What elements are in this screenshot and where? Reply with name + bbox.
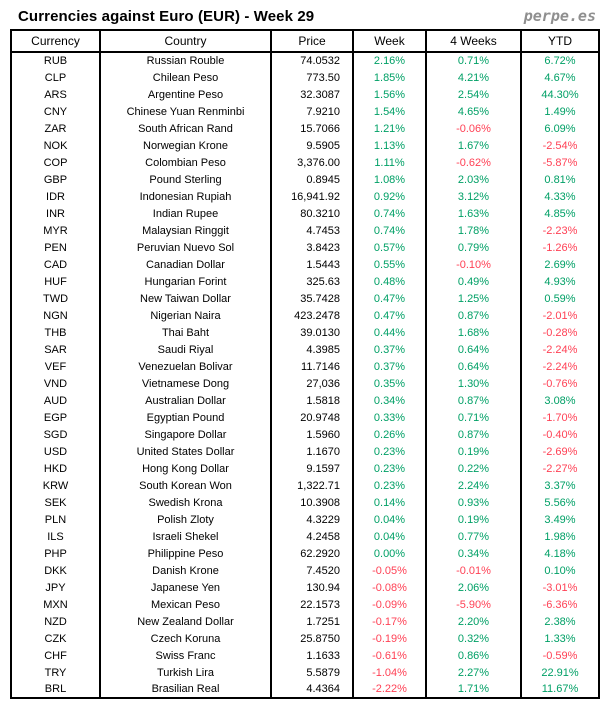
cell-4weeks: 1.78% <box>426 222 521 239</box>
header-row <box>11 30 599 52</box>
cell-country: South Korean Won <box>100 477 271 494</box>
table-row <box>11 494 599 511</box>
cell-country: Colombian Peso <box>100 154 271 171</box>
cell-country: Swedish Krona <box>100 494 271 511</box>
cell-4weeks: 1.63% <box>426 205 521 222</box>
table-row <box>11 307 599 324</box>
cell-currency-code: KRW <box>11 477 100 494</box>
cell-price: 3.8423 <box>271 239 353 256</box>
cell-currency-code: JPY <box>11 579 100 596</box>
cell-price: 25.8750 <box>271 630 353 647</box>
cell-4weeks: 3.12% <box>426 188 521 205</box>
cell-country: Egyptian Pound <box>100 409 271 426</box>
cell-4weeks: 0.77% <box>426 528 521 545</box>
cell-country: Singapore Dollar <box>100 426 271 443</box>
cell-4weeks: 0.87% <box>426 392 521 409</box>
cell-ytd: -2.27% <box>521 460 599 477</box>
table-row <box>11 273 599 290</box>
table-row <box>11 613 599 630</box>
cell-week: 1.13% <box>353 137 426 154</box>
table-row <box>11 86 599 103</box>
cell-country: Norwegian Krone <box>100 137 271 154</box>
cell-price: 4.7453 <box>271 222 353 239</box>
cell-week: 0.23% <box>353 477 426 494</box>
cell-4weeks: -5.90% <box>426 596 521 613</box>
cell-week: -1.04% <box>353 664 426 681</box>
cell-ytd: 3.08% <box>521 392 599 409</box>
cell-ytd: 4.33% <box>521 188 599 205</box>
cell-4weeks: 2.24% <box>426 477 521 494</box>
cell-country: Chinese Yuan Renminbi <box>100 103 271 120</box>
cell-currency-code: VND <box>11 375 100 392</box>
page-title: Currencies against Euro (EUR) - Week 29 <box>18 8 315 25</box>
cell-week: 0.04% <box>353 511 426 528</box>
cell-currency-code: COP <box>11 154 100 171</box>
cell-currency-code: TRY <box>11 664 100 681</box>
cell-country: Brasilian Real <box>100 681 271 698</box>
cell-ytd: 44.30% <box>521 86 599 103</box>
cell-country: Argentine Peso <box>100 86 271 103</box>
cell-4weeks: 0.49% <box>426 273 521 290</box>
cell-currency-code: SGD <box>11 426 100 443</box>
cell-4weeks: 1.67% <box>426 137 521 154</box>
cell-ytd: 1.49% <box>521 103 599 120</box>
cell-week: -0.19% <box>353 630 426 647</box>
cell-price: 20.9748 <box>271 409 353 426</box>
report-header <box>0 0 604 29</box>
cell-currency-code: INR <box>11 205 100 222</box>
cell-ytd: 4.67% <box>521 69 599 86</box>
cell-price: 4.3985 <box>271 341 353 358</box>
cell-price: 4.3229 <box>271 511 353 528</box>
cell-4weeks: 0.19% <box>426 511 521 528</box>
brand-logo: perpe.es <box>523 7 596 25</box>
cell-4weeks: 4.65% <box>426 103 521 120</box>
cell-currency-code: CLP <box>11 69 100 86</box>
cell-4weeks: 0.32% <box>426 630 521 647</box>
cell-currency-code: PLN <box>11 511 100 528</box>
cell-ytd: -2.01% <box>521 307 599 324</box>
cell-ytd: 4.18% <box>521 545 599 562</box>
cell-week: 0.37% <box>353 341 426 358</box>
cell-week: 1.11% <box>353 154 426 171</box>
cell-currency-code: CAD <box>11 256 100 273</box>
cell-week: 0.74% <box>353 205 426 222</box>
table-row <box>11 392 599 409</box>
cell-price: 325.63 <box>271 273 353 290</box>
cell-4weeks: 0.86% <box>426 647 521 664</box>
cell-currency-code: NZD <box>11 613 100 630</box>
table-row <box>11 596 599 613</box>
table-row <box>11 477 599 494</box>
cell-currency-code: USD <box>11 443 100 460</box>
cell-week: 0.47% <box>353 307 426 324</box>
cell-week: 0.00% <box>353 545 426 562</box>
column-header-ytd: YTD <box>521 30 599 52</box>
cell-currency-code: ZAR <box>11 120 100 137</box>
cell-week: 1.21% <box>353 120 426 137</box>
table-row <box>11 511 599 528</box>
cell-price: 5.5879 <box>271 664 353 681</box>
cell-ytd: 11.67% <box>521 681 599 698</box>
cell-week: 0.33% <box>353 409 426 426</box>
cell-country: Thai Baht <box>100 324 271 341</box>
cell-country: Polish Zloty <box>100 511 271 528</box>
table-row <box>11 52 599 69</box>
table-row <box>11 239 599 256</box>
cell-currency-code: SEK <box>11 494 100 511</box>
cell-4weeks: 2.03% <box>426 171 521 188</box>
cell-ytd: -0.28% <box>521 324 599 341</box>
cell-ytd: -2.69% <box>521 443 599 460</box>
cell-week: 0.35% <box>353 375 426 392</box>
cell-ytd: 4.93% <box>521 273 599 290</box>
cell-price: 35.7428 <box>271 290 353 307</box>
cell-4weeks: 4.21% <box>426 69 521 86</box>
cell-price: 423.2478 <box>271 307 353 324</box>
cell-4weeks: -0.06% <box>426 120 521 137</box>
cell-week: 0.55% <box>353 256 426 273</box>
cell-4weeks: 2.06% <box>426 579 521 596</box>
cell-week: 0.23% <box>353 443 426 460</box>
cell-country: Swiss Franc <box>100 647 271 664</box>
cell-price: 74.0532 <box>271 52 353 69</box>
cell-country: Peruvian Nuevo Sol <box>100 239 271 256</box>
cell-week: 2.16% <box>353 52 426 69</box>
cell-week: 0.26% <box>353 426 426 443</box>
cell-price: 15.7066 <box>271 120 353 137</box>
cell-currency-code: RUB <box>11 52 100 69</box>
cell-country: Turkish Lira <box>100 664 271 681</box>
cell-currency-code: CZK <box>11 630 100 647</box>
table-row <box>11 154 599 171</box>
column-header-week: Week <box>353 30 426 52</box>
cell-currency-code: TWD <box>11 290 100 307</box>
cell-price: 1.5443 <box>271 256 353 273</box>
cell-currency-code: THB <box>11 324 100 341</box>
cell-week: -0.61% <box>353 647 426 664</box>
cell-price: 9.5905 <box>271 137 353 154</box>
cell-country: Canadian Dollar <box>100 256 271 273</box>
cell-4weeks: 0.87% <box>426 307 521 324</box>
cell-4weeks: 0.19% <box>426 443 521 460</box>
table-row <box>11 375 599 392</box>
table-body <box>11 52 599 698</box>
cell-country: Vietnamese Dong <box>100 375 271 392</box>
cell-ytd: -1.26% <box>521 239 599 256</box>
table-row <box>11 409 599 426</box>
cell-currency-code: CHF <box>11 647 100 664</box>
table-row <box>11 528 599 545</box>
cell-ytd: -0.76% <box>521 375 599 392</box>
cell-currency-code: PEN <box>11 239 100 256</box>
cell-ytd: -0.40% <box>521 426 599 443</box>
cell-price: 39.0130 <box>271 324 353 341</box>
cell-4weeks: 0.87% <box>426 426 521 443</box>
cell-price: 80.3210 <box>271 205 353 222</box>
cell-4weeks: 0.71% <box>426 409 521 426</box>
cell-country: Philippine Peso <box>100 545 271 562</box>
cell-price: 3,376.00 <box>271 154 353 171</box>
cell-ytd: 2.38% <box>521 613 599 630</box>
cell-ytd: -5.87% <box>521 154 599 171</box>
cell-4weeks: 0.22% <box>426 460 521 477</box>
cell-ytd: -1.70% <box>521 409 599 426</box>
table-row <box>11 341 599 358</box>
cell-currency-code: ILS <box>11 528 100 545</box>
cell-4weeks: 2.20% <box>426 613 521 630</box>
cell-country: Hungarian Forint <box>100 273 271 290</box>
cell-currency-code: ARS <box>11 86 100 103</box>
table-row <box>11 562 599 579</box>
cell-week: 0.37% <box>353 358 426 375</box>
cell-week: -2.22% <box>353 681 426 698</box>
cell-ytd: 2.69% <box>521 256 599 273</box>
cell-4weeks: 0.93% <box>426 494 521 511</box>
cell-country: Indian Rupee <box>100 205 271 222</box>
cell-ytd: 0.10% <box>521 562 599 579</box>
cell-country: Mexican Peso <box>100 596 271 613</box>
cell-week: 1.54% <box>353 103 426 120</box>
table-row <box>11 681 599 698</box>
cell-price: 1.1633 <box>271 647 353 664</box>
cell-country: Pound Sterling <box>100 171 271 188</box>
cell-currency-code: CNY <box>11 103 100 120</box>
cell-country: Australian Dollar <box>100 392 271 409</box>
cell-week: 1.56% <box>353 86 426 103</box>
cell-week: -0.08% <box>353 579 426 596</box>
cell-week: 1.08% <box>353 171 426 188</box>
cell-price: 10.3908 <box>271 494 353 511</box>
cell-country: Saudi Riyal <box>100 341 271 358</box>
cell-country: Malaysian Ringgit <box>100 222 271 239</box>
cell-4weeks: 2.27% <box>426 664 521 681</box>
cell-country: South African Rand <box>100 120 271 137</box>
currency-table-header <box>11 30 599 52</box>
cell-ytd: -2.24% <box>521 358 599 375</box>
cell-country: United States Dollar <box>100 443 271 460</box>
column-header-price: Price <box>271 30 353 52</box>
table-row <box>11 647 599 664</box>
cell-4weeks: 1.25% <box>426 290 521 307</box>
cell-country: Chilean Peso <box>100 69 271 86</box>
cell-currency-code: MYR <box>11 222 100 239</box>
cell-price: 4.2458 <box>271 528 353 545</box>
table-row <box>11 630 599 647</box>
cell-ytd: 3.37% <box>521 477 599 494</box>
cell-week: 0.47% <box>353 290 426 307</box>
cell-ytd: 6.09% <box>521 120 599 137</box>
cell-ytd: -2.54% <box>521 137 599 154</box>
table-row <box>11 579 599 596</box>
table-row <box>11 103 599 120</box>
cell-4weeks: 0.71% <box>426 52 521 69</box>
cell-currency-code: PHP <box>11 545 100 562</box>
cell-ytd: 6.72% <box>521 52 599 69</box>
cell-currency-code: HUF <box>11 273 100 290</box>
table-row <box>11 324 599 341</box>
cell-price: 130.94 <box>271 579 353 596</box>
cell-country: Israeli Shekel <box>100 528 271 545</box>
column-header-country: Country <box>100 30 271 52</box>
table-row <box>11 426 599 443</box>
cell-currency-code: AUD <box>11 392 100 409</box>
cell-price: 27,036 <box>271 375 353 392</box>
cell-4weeks: 0.79% <box>426 239 521 256</box>
table-row <box>11 460 599 477</box>
column-header-4weeks: 4 Weeks <box>426 30 521 52</box>
cell-country: Czech Koruna <box>100 630 271 647</box>
table-row <box>11 188 599 205</box>
cell-week: 0.57% <box>353 239 426 256</box>
cell-ytd: 22.91% <box>521 664 599 681</box>
cell-ytd: -2.23% <box>521 222 599 239</box>
table-row <box>11 205 599 222</box>
cell-currency-code: MXN <box>11 596 100 613</box>
cell-price: 1.1670 <box>271 443 353 460</box>
cell-price: 22.1573 <box>271 596 353 613</box>
table-row <box>11 171 599 188</box>
cell-country: Hong Kong Dollar <box>100 460 271 477</box>
cell-price: 32.3087 <box>271 86 353 103</box>
table-row <box>11 664 599 681</box>
cell-week: -0.17% <box>353 613 426 630</box>
cell-currency-code: NOK <box>11 137 100 154</box>
table-row <box>11 120 599 137</box>
cell-ytd: 0.59% <box>521 290 599 307</box>
cell-currency-code: VEF <box>11 358 100 375</box>
table-row <box>11 443 599 460</box>
cell-price: 1,322.71 <box>271 477 353 494</box>
cell-country: Venezuelan Bolivar <box>100 358 271 375</box>
cell-country: Russian Rouble <box>100 52 271 69</box>
cell-price: 1.5818 <box>271 392 353 409</box>
cell-week: -0.05% <box>353 562 426 579</box>
cell-currency-code: BRL <box>11 681 100 698</box>
table-row <box>11 256 599 273</box>
cell-price: 1.7251 <box>271 613 353 630</box>
cell-price: 9.1597 <box>271 460 353 477</box>
cell-week: 0.34% <box>353 392 426 409</box>
cell-price: 62.2920 <box>271 545 353 562</box>
cell-week: 0.23% <box>353 460 426 477</box>
cell-4weeks: 0.64% <box>426 341 521 358</box>
cell-week: 0.74% <box>353 222 426 239</box>
cell-4weeks: 1.68% <box>426 324 521 341</box>
cell-week: -0.09% <box>353 596 426 613</box>
cell-4weeks: 2.54% <box>426 86 521 103</box>
cell-4weeks: -0.01% <box>426 562 521 579</box>
cell-4weeks: -0.10% <box>426 256 521 273</box>
cell-currency-code: NGN <box>11 307 100 324</box>
cell-4weeks: 0.34% <box>426 545 521 562</box>
table-row <box>11 69 599 86</box>
cell-price: 1.5960 <box>271 426 353 443</box>
cell-currency-code: EGP <box>11 409 100 426</box>
cell-price: 7.9210 <box>271 103 353 120</box>
cell-country: Japanese Yen <box>100 579 271 596</box>
cell-currency-code: IDR <box>11 188 100 205</box>
cell-4weeks: 1.71% <box>426 681 521 698</box>
cell-ytd: 3.49% <box>521 511 599 528</box>
cell-week: 1.85% <box>353 69 426 86</box>
cell-week: 0.14% <box>353 494 426 511</box>
cell-price: 773.50 <box>271 69 353 86</box>
table-row <box>11 290 599 307</box>
cell-ytd: -3.01% <box>521 579 599 596</box>
table-row <box>11 137 599 154</box>
cell-currency-code: GBP <box>11 171 100 188</box>
cell-price: 16,941.92 <box>271 188 353 205</box>
cell-ytd: -6.36% <box>521 596 599 613</box>
currency-table <box>10 29 600 699</box>
cell-ytd: -2.24% <box>521 341 599 358</box>
cell-week: 0.92% <box>353 188 426 205</box>
cell-week: 0.04% <box>353 528 426 545</box>
table-row <box>11 545 599 562</box>
table-row <box>11 358 599 375</box>
cell-ytd: 1.98% <box>521 528 599 545</box>
cell-price: 0.8945 <box>271 171 353 188</box>
cell-ytd: 4.85% <box>521 205 599 222</box>
cell-price: 11.7146 <box>271 358 353 375</box>
cell-4weeks: 1.30% <box>426 375 521 392</box>
cell-week: 0.48% <box>353 273 426 290</box>
cell-ytd: 1.33% <box>521 630 599 647</box>
cell-currency-code: DKK <box>11 562 100 579</box>
cell-week: 0.44% <box>353 324 426 341</box>
cell-ytd: -0.59% <box>521 647 599 664</box>
column-header-currency: Currency <box>11 30 100 52</box>
cell-currency-code: HKD <box>11 460 100 477</box>
cell-4weeks: 0.64% <box>426 358 521 375</box>
table-row <box>11 222 599 239</box>
cell-4weeks: -0.62% <box>426 154 521 171</box>
cell-ytd: 0.81% <box>521 171 599 188</box>
cell-country: New Zealand Dollar <box>100 613 271 630</box>
cell-country: Nigerian Naira <box>100 307 271 324</box>
cell-ytd: 5.56% <box>521 494 599 511</box>
cell-price: 4.4364 <box>271 681 353 698</box>
cell-country: Indonesian Rupiah <box>100 188 271 205</box>
cell-country: New Taiwan Dollar <box>100 290 271 307</box>
cell-price: 7.4520 <box>271 562 353 579</box>
cell-currency-code: SAR <box>11 341 100 358</box>
cell-country: Danish Krone <box>100 562 271 579</box>
